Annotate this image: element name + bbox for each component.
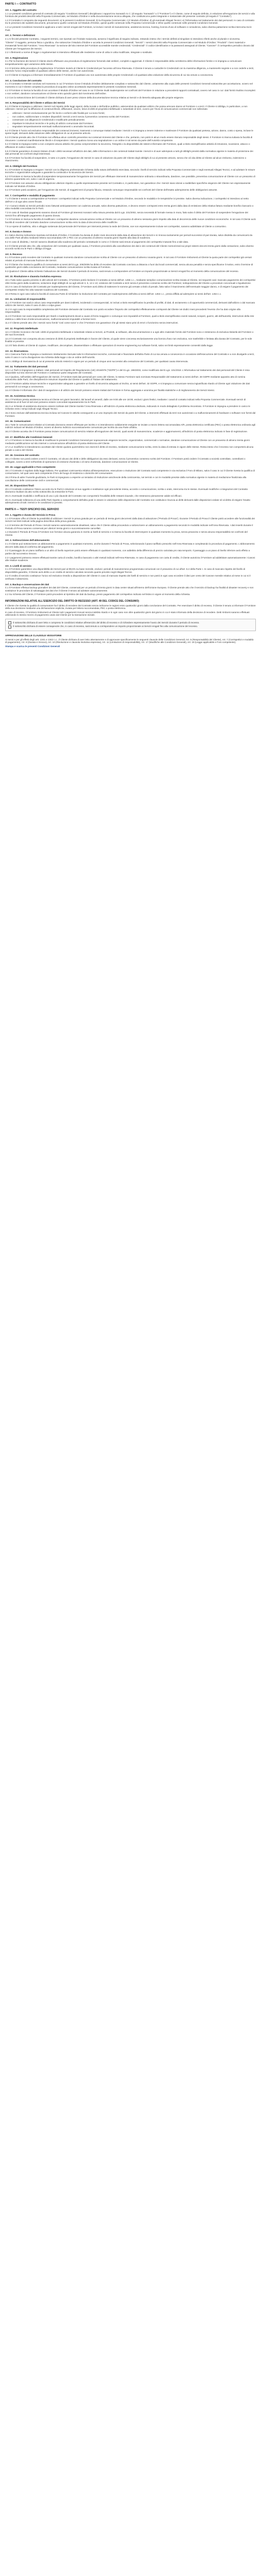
article-paragraph: 18.1 Il Cliente non potrà cedere a terzi il Contratto, né alcuno dei diritti e delle obbligazioni da esso derivanti, senza il preventivo consenso scritto del Fornitore. Il Fornitore potrà cedere il Contratto a società controllate, controllanti o collegate, ovvero a terzi nell'ambito di operazioni di cessione d'azienda o di ramo d'azienda, dandone comunicazione al Cliente.: [5, 457, 246, 463]
article-paragraph: 13.2 L'obbligo di riservatezza di cui al presente articolo resterà in vigore per un periodo di cinque anni successivi alla cessazione del Contratto, per qualsiasi causa intervenuta.: [5, 360, 188, 363]
document-title: PARTE I — CONTRATTO: [5, 3, 37, 6]
part2-article-title: Art. 3. Livelli di servizio: [5, 564, 32, 567]
articles-container: [5, 9, 256, 504]
article-2: [5, 34, 256, 54]
article-paragraph: 2.2 I riferimenti a norme di legge o regolamentari si intendono effettuati alle medesime come di volta in volta modificate, integrate o sostituite.: [5, 51, 153, 54]
article-paragraph: 9.1 Il Fornitore potrà recedere dal Contratto in qualsiasi momento dandone comunicazione scritta al Cliente con un preavviso di almeno novanta giorni. In tal caso il Fornitore rimborserà al Cliente la quota parte dei corrispettivi già versati relativi al periodo di mancata fruizione dei Servizi.: [5, 256, 252, 262]
notice-paragraph: Il Cliente che rivesta la qualità di consumatore ha il diritto di recedere dal Contratto senza indicarne le ragioni entro quattordici giorni dalla conclusione del Contratto. Per esercitare il diritto di recesso, il Cliente è tenuto a informare il Fornitore della sua decisione mediante una dichiarazione esplicita, inviata per lettera raccomandata, PEC o posta elettronica.: [5, 604, 256, 610]
checkbox-icon[interactable]: [8, 621, 11, 624]
article-14: [5, 365, 256, 392]
part2-article-title: Art. 2. Sottoscrizione dell'abbonamento: [5, 539, 50, 542]
bullet-item: • utilizzare i Servizi esclusivamente per fini leciti e conformi alle finalità per cui sono forniti;: [12, 112, 256, 115]
bullet-item: • segnalare tempestivamente eventuali malfunzionamenti o anomalie riscontrati.: [12, 125, 256, 128]
article-paragraph: 3.1 Per la fruizione dei Servizi il Cliente dovrà effettuare una procedura di registrazione fornendo dati veritieri, completi e aggiornati. Il Cliente è responsabile della correttezza delle informazioni fornite e si impegna a comunicare tempestivamente ogni variazione delle stesse.: [5, 60, 242, 65]
article-title: Art. 2. Termini e definizioni: [5, 34, 36, 37]
article-title: Art. 11. Limitazioni di responsabilità: [5, 298, 46, 301]
article-title: Art. 14. Trattamento dei dati personali: [5, 365, 48, 368]
part2-paragraph: 1.1 Il Fornitore offre al Cliente la possibilità di utilizzare i Servizi in prova gratuita per un periodo di trenta giorni decorrenti dalla data di attivazione ("Periodo di Prova"). Durante il Periodo di Prova il Cliente potrà accedere alle funzionalità dei Servizi nei limiti indicati nella pagina descrittiva della prova gratuita.: [5, 517, 255, 523]
article-title: Art. 19. Legge applicabile e Foro competente: [5, 466, 56, 469]
article-15: [5, 395, 256, 417]
article-paragraph: 4.1 Il Contratto si intende concluso nel momento in cui il Fornitore riceve il Modulo d'Ordine debitamente compilato e sottoscritto dal Cliente, unitamente alla copia delle presenti Condizioni Generali sottoscritte per accettazione, ovvero nel momento in cui il Cliente completa la procedura di acquisto online accettando espressamente le presenti Condizioni Generali.: [5, 82, 253, 88]
article-6: [5, 165, 256, 192]
consumer-notice-title: INFORMAZIONI RELATIVE ALL'ESERCIZIO DEL DIRITTO DI RECESSO (ART. 49 DEL CODICE DEL CONSUMO): [5, 599, 140, 603]
part2-paragraph: 2.3 I pagamenti potranno essere effettuati tramite carta di credito, bonifico bancario o altri metodi indicati nell'Area Riservata. In caso di pagamento con carta di credito, il Cliente autorizza il Fornitore ad addebitare automaticamente i Canoni alle relative scadenze.: [5, 556, 255, 562]
article-paragraph: 7.1 Il Cliente è tenuto a corrispondere al Fornitore i corrispettivi indicati nella Proposta Commerciale e nel Modulo d'Ordine, secondo le modalità e le tempistiche ivi previste. Salvo diversa indicazione, i corrispettivi si intendono al netto dell'IVA e di ogni altro onere fiscale.: [5, 197, 249, 203]
part2-paragraph: 2.2 Il passaggio da un piano tariffario a un altro di livello superiore potrà essere effettuato in qualsiasi momento, con addebito della differenza di prezzo calcolata pro rata temporis. Il passaggio a un piano di livello inferiore avrà effetto a partire dal successivo rinnovo.: [5, 549, 250, 555]
article-paragraph: 11.1 Il Fornitore non sarà in alcun caso responsabile per danni indiretti, incidentali o consequenziali, ivi inclusi a titolo esemplificativo la perdita di profitti, di dati, di avviamento o di opportunità commerciali, derivanti dall'utilizzo o dal mancato utilizzo dei Servizi, salvo il caso di dolo o colpa grave.: [5, 301, 255, 307]
article-paragraph: 6.1 Il Fornitore si impegna a erogare i Servizi con la diligenza professionale richiesta dalla natura dell'attività esercitata, secondo i livelli di servizio indicati nella Proposta Commerciale e negli eventuali Allegati Tecnici, e ad adottare le misure tecniche e organizzative adeguate a garantire la continuità e la sicurezza dei Servizi.: [5, 168, 255, 174]
article-paragraph: 9.3 Qualora il Cliente abbia richiesto l'attivazione dei Servizi durante il periodo di recesso, sarà tenuto a corrispondere al Fornitore un importo proporzionale ai Servizi erogati fino al momento della comunicazione del recesso.: [5, 269, 239, 273]
article-paragraph: 10.3 Resta in ogni caso salva la facoltà di ciascuna Parte di richiedere la risoluzione del Contratto per inadempimento dell'altra ai sensi dell'art. 1453 c.c., previa diffida ad adempiere ai sensi dell'art. 1454 c.c.: [5, 292, 222, 295]
article-title: Art. 9. Recesso: [5, 252, 23, 256]
article-paragraph: 5.5 Il Cliente garantisce di essere titolare di tutti i diritti necessari all'utilizzo dei dati, delle informazioni e dei contenuti trattati tramite i Servizi e di aver adempiuto a tutti gli obblighi previsti dalla normativa vigente in materia di protezione dei dati personali nei confronti degli interessati.: [5, 149, 253, 156]
consumer-notice-paragraphs: [5, 604, 256, 617]
article-13: [5, 350, 256, 363]
article-title: Art. 4. Conclusione del contratto: [5, 79, 42, 82]
article-paragraph: 8.3 Il Cliente prende atto che, alla cessazione del Contratto per qualsiasi causa, il Fornitore procederà alla cancellazione dei dati e dei contenuti del Cliente memorizzati sui propri sistemi decorsi trenta giorni dalla cessazione, salvo diverso accordo scritto tra le Parti o obbligo di legge.: [5, 244, 254, 250]
consumer-notice-checks: [5, 619, 256, 631]
article-paragraph: 6.4 Il Fornitore potrà avvalersi, per l'erogazione dei Servizi, di soggetti terzi di propria fiducia, restando comunque responsabile nei confronti del Cliente dell'esatto adempimento delle obbligazioni assunte.: [5, 189, 218, 192]
article-paragraph: 12.2 Il Contratto non comporta alcuna cessione di diritti di proprietà intellettuale in favore del Cliente, al quale viene concessa esclusivamente una licenza d'uso non esclusiva, non trasferibile e limitata alla durata del Contratto, per le sole finalità ivi previste.: [5, 337, 252, 343]
part-two-title: PARTE II — TESTI SPECIFICI DEL SERVIZIO: [5, 507, 59, 511]
article-paragraph: 14.4 Il Cliente è informato che i dati di navigazione e di utilizzo dei Servizi potranno essere trattati dal Fornitore in forma aggregata e anonima per finalità statistiche e di miglioramento dei Servizi stessi.: [5, 389, 215, 392]
notice-check-line: [8, 621, 253, 625]
article-18: [5, 454, 256, 463]
article-17: [5, 436, 256, 452]
article-paragraph: 20.2 L'eventuale invalidità o inefficacia di una o più clausole del Contratto non comporterà l'invalidità delle restanti clausole, che resteranno pienamente valide ed efficaci.: [5, 494, 182, 497]
article-paragraph: 1.1 Le presenti condizioni generali di contratto (di seguito "Condizioni Generali") disciplinano i rapporti tra Sorwatch S.r.l. (di seguito "Sorwatch" o il "Fornitore") e il Cliente, come di seguito definito, in relazione all'erogazione dei servizi e alla fornitura dei prodotti descritti nella Proposta Commerciale, nel Modulo d'Ordine e nella documentazione tecnica allegata, che costituiscono parte integrante e sostanziale del presente contratto (di seguito il "Contratto").: [5, 12, 255, 18]
article-paragraph: 9.2 Il Cliente che rivesta la qualifica di consumatore ai sensi del D.Lgs. 206/2005 ha diritto di recedere dal Contratto concluso a distanza o fuori dai locali commerciali, senza alcuna penalità e senza specificarne il motivo, entro il termine di quattordici giorni dalla conclusione del Contratto, mediante comunicazione scritta inviata al Fornitore.: [5, 263, 253, 269]
article-paragraph: 11.2 In ogni caso la responsabilità complessiva del Fornitore derivante dal Contratto non potrà eccedere l'importo dei corrispettivi effettivamente corrisposti dal Cliente nei dodici mesi precedenti l'evento che ha dato origine alla responsabilità.: [5, 308, 241, 314]
consumer-notice: [5, 600, 256, 631]
article-title: Art. 13. Riservatezza: [5, 349, 28, 352]
part2-paragraph: 4.1 Il Fornitore effettua backup giornalieri dei dati del Cliente, conservati per un periodo di trenta giorni in data center situati all'interno dell'Unione Europea. Il Cliente prende atto che il servizio di backup ha finalità di disaster recovery e non sostituisce le procedure di salvataggio dei dati che il Cliente è tenuto ad adottare autonomamente.: [5, 586, 254, 592]
article-paragraph: 5.2 Il Cliente è l'unico ed esclusivo responsabile dei contenuti immessi, trasmessi o comunque trattati mediante i Servizi e si impegna a tenere indenne e manlevare il Fornitore da qualsiasi pretesa, azione, danno, costo o spesa, incluse le spese legali, derivanti dalla violazione delle obbligazioni di cui al presente articolo.: [5, 129, 253, 135]
article-11: [5, 298, 256, 325]
article-5: [5, 101, 256, 162]
part2-paragraph: 2.1 Il Cliente può sottoscrivere un abbonamento a pagamento in qualsiasi momento, anche durante il Periodo di Prova, selezionando il piano tariffario prescelto nell'Area Riservata e completando la procedura di pagamento. L'abbonamento decorre dalla data di conferma del pagamento.: [5, 543, 255, 548]
article-paragraph: 19.1 Il Contratto è regolato dalla legge italiana. Per qualsiasi controversia relativa all'interpretazione, esecuzione o risoluzione del Contratto sarà competente in via esclusiva il Foro di Milano, salvo il caso in cui il Cliente rivesta la qualifica di consumatore, nel qual caso sarà competente il foro del luogo di residenza o domicilio del consumatore.: [5, 469, 255, 475]
part-two-container: [5, 514, 256, 596]
article-paragraph: 8.1 Salvo diversa indicazione riportata nel Modulo d'Ordine, il Contratto ha durata di dodici mesi decorrenti dalla data di attivazione dei Servizi e si rinnova tacitamente per periodi successivi di pari durata, salvo disdetta da comunicarsi da una delle Parti all'altra mediante lettera raccomandata A/R o PEC con un preavviso di almeno novanta giorni rispetto alla data di scadenza.: [5, 233, 253, 240]
article-16: [5, 420, 256, 433]
article-paragraph: 20.3 L'eventuale tolleranza di una delle Parti rispetto a comportamenti dell'altra posti in essere in violazione delle disposizioni del Contratto non costituisce rinuncia ai diritti derivanti dalle disposizioni violate né al diritto di esigere l'esatto adempimento di tutti i termini e le condizioni ivi previsti.: [5, 498, 251, 504]
bullet-item: • rispettare le istruzioni tecniche e le policy di utilizzo comunicate dal Fornitore;: [12, 122, 256, 125]
article-title: Art. 5. Responsabilità del Cliente e utilizzo dei Servizi: [5, 101, 65, 105]
article-10: [5, 275, 256, 295]
notice-check-label: Il sottoscritto dichiara di aver letto e compreso le condizioni relative all'esercizio del diritto di recesso e di richiedere espressamente l'avvio dei Servizi durante il periodo di recesso.: [13, 621, 200, 624]
notice-paragraph: In caso di recesso, il Fornitore rimborserà al Cliente tutti i pagamenti ricevuti senza indebito ritardo e in ogni caso non oltre quattordici giorni dal giorno in cui è stato informato della decisione di recedere. Detti rimborsi saranno effettuati utilizzando lo stesso mezzo di pagamento usato dal Cliente per la transazione iniziale.: [5, 611, 250, 617]
article-paragraph: 5.6 Il Fornitore ha facoltà di sospendere, in tutto o in parte, l'erogazione dei Servizi in caso di violazione da parte del Cliente degli obblighi di cui al presente articolo, senza che ciò dia diritto al Cliente ad alcun rimborso, indennizzo o risarcimento.: [5, 156, 247, 162]
part2-article-4: [5, 583, 256, 596]
article-paragraph: 7.3 In caso di ritardato pagamento saranno dovuti al Fornitore gli interessi moratori nella misura prevista dal D.Lgs. 231/2002, senza necessità di formale messa in mora, fatto salvo il diritto del Fornitore di sospendere l'erogazione dei Servizi fino all'integrale pagamento di quanto dovuto.: [5, 211, 248, 217]
article-paragraph: 16.1 Tutte le comunicazioni relative al Contratto dovranno essere effettuate per iscritto e si intenderanno validamente eseguite se inviate a mezzo lettera raccomandata A/R, posta elettronica certificata (PEC) o posta elettronica ordinaria agli indirizzi indicati nel Modulo d'Ordine, ovvero al diverso indirizzo successivamente comunicato per iscritto da una Parte all'altra.: [5, 423, 256, 429]
article-paragraph: 10.1 Fatto salvo quanto previsto in altri articoli del Contratto, il Fornitore potrà risolvere il Contratto ai sensi dell'art. 1456 c.c., mediante semplice comunicazione scritta inviata al Cliente, nei seguenti casi: mancato pagamento dei corrispettivi oltre trenta giorni dalla scadenza; violazione degli obblighi di cui agli articoli 3, 5, 12 e 13; cessione del Contratto a terzi senza il preventivo consenso scritto del Fornitore; sottoposizione del Cliente a procedure concorsuali o liquidazione.: [5, 278, 256, 284]
part2-article-title: Art. 4. Backup e conservazione dei dati: [5, 583, 49, 586]
article-title: Art. 1. Oggetto del contratto: [5, 9, 37, 11]
article-paragraph: 4.2 Il Fornitore si riserva la facoltà di non accettare il Modulo d'Ordine nel caso in cui il Cliente risulti inadempiente nei confronti del Fornitore in relazione a precedenti rapporti contrattuali, ovvero nel caso in cui i dati forniti risultino incompleti o non veritieri, dandone comunicazione al Cliente entro quindici giorni dal ricevimento dell'ordine.: [5, 89, 255, 95]
article-title: Art. 7. Corrispettivi e modalità di pagamento: [5, 194, 55, 197]
article-paragraph: 5.3 Il Cliente prende atto che il Fornitore non effettua alcun controllo preventivo sui contenuti immessi dal Cliente e che, pertanto, non potrà in alcun modo essere ritenuto responsabile degli stessi. Il Fornitore si riserva tuttavia la facoltà di rimuovere i contenuti manifestamente illeciti e di sospendere i Servizi qualora riceva una segnalazione o un ordine in tal senso da parte dell'Autorità competente.: [5, 136, 253, 142]
article-paragraph: 17.1 Il Fornitore si riserva la facoltà di modificare le presenti Condizioni Generali per sopravvenute esigenze tecniche, organizzative, commerciali o normative, dandone comunicazione al Cliente con un preavviso di almeno trenta giorni mediante pubblicazione sul sito internet o comunicazione all'indirizzo di posta elettronica del Cliente.: [5, 439, 250, 445]
part2-paragraph: 3.2 Il credito di servizio costituisce l'unico ed esclusivo rimedio a disposizione del Cliente in caso di mancato rispetto dei livelli di servizio e non potrà in ogni caso eccedere il dieci per cento del Canone mensile relativo al mese in cui si è verificato il disservizio.: [5, 574, 251, 581]
article-paragraph: 1.3 Le presenti Condizioni Generali si applicano a tutti i servizi erogati dal Fornitore, ivi inclusi i servizi di manutenzione, assistenza tecnica, hosting, licenza d'uso di software e consulenza, salvo diversa pattuizione scritta intercorsa tra le Parti.: [5, 26, 252, 31]
article-3: [5, 57, 256, 77]
checkbox-icon[interactable]: [8, 625, 11, 629]
article-12: [5, 327, 256, 347]
part2-paragraph: 1.3 Durante il Periodo di Prova il Fornitore non fornisce alcuna garanzia in merito ai livelli di servizio e si riserva la facoltà di interrompere in qualsiasi momento la prova, senza preavviso e senza alcuna responsabilità nei confronti del Cliente.: [5, 531, 248, 536]
print-download-link[interactable]: Stampa e scarica le presenti Condizioni Generali: [5, 645, 60, 648]
article-4: [5, 79, 256, 99]
article-20: [5, 484, 256, 504]
article-paragraph: 1.2 Il Contratto è composto dai seguenti documenti: a) le presenti Condizioni Generali; b) la Proposta Commerciale; c) il Modulo d'Ordine; d) gli eventuali Allegati Tecnici; e) l'informativa sul trattamento dei dati personali. In caso di contrasto tra le previsioni dei suddetti documenti, prevarranno quelle contenute nel Modulo d'Ordine, quindi quelle contenute nella Proposta Commerciale e infine quelle contenute nelle presenti Condizioni Generali.: [5, 19, 255, 25]
article-paragraph: 11.3 Il Fornitore non sarà responsabile per ritardi o inadempimenti dovuti a cause di forza maggiore o comunque non imputabili al Fornitore, quali a titolo esemplificativo eventi naturali, scioperi, guerre, atti dell'autorità, interruzioni della rete elettrica o delle linee di telecomunicazione, malfunzionamenti imputabili a fornitori terzi.: [5, 315, 254, 320]
article-title: Art. 10. Risoluzione e clausola risolutiva espressa: [5, 275, 62, 278]
part2-paragraph: 3.1 Il Fornitore garantisce una disponibilità dei Servizi pari al 99,5% su base mensile, esclusi i periodi di manutenzione programmata comunicati con il preavviso di cui all'art. 6.2 della Parte I. In caso di mancato rispetto del livello di disponibilità garantito, il Cliente avrà diritto a un credito di servizio calcolato secondo quanto previsto negli Allegati Tecnici.: [5, 568, 246, 573]
approval-text: Ai sensi e per gli effetti degli artt. 1341 e 1342 c.c., il Cliente dichiara di aver letto attentamente e di approvare specificamente le seguenti clausole delle Condizioni Generali: Art. 5 (Responsabilità del Cliente), Art. 7 (Corrispettivi e modalità di pagamento), Art. 8 (Durata e rinnovo), Art. 10 (Risoluzione e clausola risolutiva espressa), Art. 11 (Limitazioni di responsabilità), Art. 17 (Modifiche alle Condizioni Generali), Art. 19 (Legge applicabile e Foro competente).: [5, 638, 254, 644]
article-paragraph: 14.3 Il Fornitore adotta misure tecniche e organizzative adeguate a garantire un livello di sicurezza adeguato al rischio, ai sensi dell'art. 32 GDPR, e si impegna a comunicare senza ingiustificato ritardo al Cliente ogni violazione dei dati personali di cui venga a conoscenza.: [5, 382, 250, 388]
article-19: [5, 466, 256, 482]
article-paragraph: 14.1 Le Parti si impegnano a trattare i dati personali nel rispetto del Regolamento (UE) 2016/679 ("GDPR") e del D.Lgs. 196/2003, come modificato dal D.Lgs. 101/2018. L'informativa sul trattamento dei dati personali del Cliente è resa disponibile sul sito internet del Fornitore e costituisce parte integrante del Contratto.: [5, 368, 250, 375]
article-paragraph: 3.3 Il Cliente si impegna a informare immediatamente il Fornitore di qualsiasi uso non autorizzato delle proprie Credenziali o di qualsiasi altra violazione della sicurezza di cui sia venuto a conoscenza.: [5, 73, 214, 76]
article-paragraph: 19.2 Prima di adire l'Autorità giudiziaria, le Parti si impegnano a esperire un tentativo di risoluzione amichevole della controversia, nei termini e con le modalità previste dalla normativa vigente in materia di mediazione finalizzata alla conciliazione delle controversie civili e commerciali.: [5, 476, 247, 482]
approval-title: APPROVAZIONE DELLE CLAUSOLE VESSATORIE: [5, 634, 62, 637]
article-1: [5, 9, 256, 31]
contract-document: [0, 0, 261, 648]
article-paragraph: 15.1 Il Fornitore presta assistenza tecnica al Cliente nei giorni lavorativi, dal lunedì al venerdì, dalle ore 9:00 alle ore 18:00, esclusi i giorni festivi, mediante i canali di contatto indicati nella Proposta Commerciale. Eventuali servizi di assistenza al di fuori di tali orari potranno essere concordati separatamente tra le Parti.: [5, 398, 246, 404]
article-paragraph: 4.3 Con la sottoscrizione del Contratto il Cliente dichiara di aver preso visione della documentazione tecnica relativa ai Servizi e di ritenerla adeguata alle proprie esigenze.: [5, 96, 184, 99]
article-paragraph: 7.4 Il Fornitore si riserva la facoltà di modificare i corrispettivi dandone comunicazione scritta al Cliente con un preavviso di almeno sessanta giorni rispetto alla data di decorrenza delle nuove condizioni economiche. In tal caso il Cliente avrà facoltà di recedere dal Contratto dandone comunicazione scritta entro la data di decorrenza delle modifiche.: [5, 218, 256, 224]
article-paragraph: 8.2 In caso di disdetta, i Servizi saranno disattivati alla scadenza del periodo contrattuale in corso e il Cliente sarà tenuto al pagamento dei corrispettivi maturati fino a tale data.: [5, 240, 189, 243]
article-paragraph: 17.2 Le modifiche si intenderanno accettate dal Cliente qualora quest'ultimo non eserciti il diritto di recesso, mediante comunicazione scritta, entro la data di entrata in vigore delle stesse. Resta inteso che il recesso non comporterà alcuna penale a carico del Cliente.: [5, 446, 254, 451]
part2-article-2: [5, 539, 256, 562]
article-paragraph: 10.2 In caso di risoluzione del Contratto per inadempimento del Cliente, il Fornitore avrà diritto di trattenere le somme già versate a titolo di penale, fatto salvo il risarcimento dell'eventuale maggior danno, e di esigere il pagamento dei corrispettivi residui fino alla naturale scadenza del Contratto.: [5, 285, 249, 291]
article-paragraph: 12.1 Il Cliente riconosce che tutti i diritti di proprietà intellettuale e industriale relativi ai Servizi, ai Prodotti, ai software, alla documentazione e a ogni altro materiale fornito dal Fornitore sono e resteranno di esclusiva titolarità del Fornitore o dei suoi licenzianti.: [5, 330, 254, 336]
article-bullet-list: [5, 112, 256, 128]
notice-check-label: Il sottoscritto dichiara di essere consapevole che, in caso di recesso, sarà tenuto a corrispondere un importo proporzionale ai Servizi erogati fino alla comunicazione del recesso.: [13, 625, 198, 628]
article-paragraph: 2.1 Ai fini del presente Contratto, i seguenti termini, ove riportati con l'iniziale maiuscola, avranno il significato di seguito indicato, restando inteso che i termini definiti al singolare si intendono riferiti anche al plurale e viceversa.: [5, 37, 240, 40]
part2-article-title: Art. 1. Oggetto e durata del Servizio in Prova: [5, 514, 56, 517]
bullet-item: • non cedere, sublicenziare o rendere disponibili i Servizi a terzi senza il preventivo consenso scritto del Fornitore;: [12, 115, 256, 118]
article-paragraph: 6.2 Il Fornitore si riserva la facoltà di sospendere temporaneamente l'erogazione dei Servizi per effettuare interventi di manutenzione ordinaria o straordinaria, dandone, ove possibile, preventiva comunicazione al Cliente con un preavviso di almeno quarantotto ore, salvo i casi di urgenza.: [5, 175, 255, 181]
article-paragraph: 5.1 Il Cliente si impegna a utilizzare i Servizi nel rispetto delle leggi vigenti, della morale e dell'ordine pubblico, astenendosi da qualsiasi utilizzo che possa arrecare danno al Fornitore o a terzi. Il Cliente si obbliga, in particolare, a non utilizzare i Servizi per la diffusione di contenuti illeciti, diffamatori, osceni, lesivi di diritti di proprietà intellettuale o industriale di terzi, ovvero per l'invio di comunicazioni commerciali non sollecitate.: [5, 105, 248, 111]
article-paragraph: 7.2 I Canoni relativi ai Servizi periodici sono fatturati anticipatamente con cadenza annuale, salvo diversa pattuizione, e devono essere corrisposti entro trenta giorni dalla data di emissione della relativa fattura mediante bonifico bancario o altra modalità concordata tra le Parti.: [5, 204, 254, 210]
article-paragraph: 11.4 Il Cliente prende atto che i Servizi sono forniti "così come sono" e che il Fornitore non garantisce che gli stessi siano privi di errori o funzionino senza interruzioni.: [5, 321, 179, 325]
bullet-item: • conservare con diligenza le Credenziali e modificarle periodicamente;: [12, 118, 256, 122]
article-9: [5, 253, 256, 273]
article-paragraph: 12.3 È fatto divieto al Cliente di copiare, modificare, decompilare, disassemblare o effettuare operazioni di reverse engineering sui software forniti, salvo nei limiti espressamente consentiti dalla legge.: [5, 344, 214, 347]
article-paragraph: 15.3 Sono escluse dall'assistenza tecnica inclusa nel Canone le attività conseguenti a un uso improprio dei Servizi da parte del Cliente, a interventi effettuati da terzi non autorizzati o a malfunzionamenti di hardware o software non forniti dal Fornitore.: [5, 412, 256, 417]
article-title: Art. 17. Modifiche alle Condizioni Generali: [5, 435, 53, 438]
part2-article-1: [5, 514, 256, 536]
article-title: Art. 18. Cessione del contratto: [5, 454, 40, 457]
article-paragraph: 7.5 Le spese di trasferta, vitto e alloggio sostenute dal personale del Fornitore per interventi presso la sede del Cliente, ove non espressamente incluse nei corrispettivi, saranno addebitate al Cliente a consuntivo.: [5, 225, 227, 228]
article-paragraph: 20.1 Il Contratto costituisce l'intero accordo tra le Parti in relazione al suo oggetto e sostituisce ogni precedente intesa, accordo o comunicazione, scritta o orale, intercorsa tra le stesse. Eventuali modifiche o integrazioni del Contratto dovranno risultare da atto scritto sottoscritto da entrambe le Parti.: [5, 487, 248, 494]
article-paragraph: 3.2 Al termine della procedura di registrazione il Fornitore invierà al Cliente le Credenziali per l'accesso all'Area Riservata. Il Cliente è tenuto a custodire le Credenziali con la massima diligenza, a mantenerle segrete e a non cederle a terzi, essendo l'unico responsabile di qualsiasi utilizzo delle stesse, anche non autorizzato.: [5, 66, 254, 73]
part2-paragraph: 1.2 Al termine del Periodo di Prova i Servizi saranno automaticamente disattivati, salvo che il Cliente abbia provveduto a sottoscrivere un abbonamento a pagamento secondo le modalità indicate nell'Area Riservata. I dati inseriti durante il Periodo di Prova saranno conservati per ulteriori trenta giorni e successivamente cancellati.: [5, 524, 253, 530]
part2-paragraph: 4.2 Su richiesta del Cliente, il Fornitore potrà procedere al ripristino dei dati da backup, previo pagamento del corrispettivo indicato nel listino in vigore al momento della richiesta.: [5, 593, 190, 596]
article-8: [5, 230, 256, 250]
article-title: Art. 15. Assistenza tecnica: [5, 394, 35, 397]
article-paragraph: 5.4 Il Cliente si impegna inoltre a non compiere alcuna attività che possa compromettere la sicurezza, l'integrità o la disponibilità dei sistemi informatici del Fornitore, quali a titolo esemplificativo attività di intrusione, scansione, attacco o diffusione di codice malevolo.: [5, 143, 250, 148]
article-paragraph: 15.2 Le richieste di assistenza dovranno essere inoltrate dal Cliente tramite l'Area Riservata o all'indirizzo di posta elettronica dedicato, indicando in modo dettagliato il problema riscontrato. Il Fornitore si impegna a prendere in carico le richieste entro i tempi indicati negli Allegati Tecnici.: [5, 404, 250, 411]
article-title: Art. 6. Obblighi del Fornitore: [5, 164, 38, 167]
notice-check-line: [8, 625, 253, 629]
article-title: Art. 16. Comunicazioni: [5, 420, 31, 423]
article-title: Art. 12. Proprietà intellettuale: [5, 327, 38, 330]
article-paragraph: 14.2 Qualora, nell'ambito dell'erogazione dei Servizi, il Fornitore tratti dati personali per conto del Cliente, lo stesso Fornitore sarà nominato Responsabile del trattamento ai sensi dell'art. 28 GDPR mediante apposito atto di nomina sottoscritto dalle Parti, che disciplinerà le istruzioni impartite dal Cliente in qualità di Titolare del trattamento.: [5, 375, 246, 381]
article-title: Art. 20. Disposizioni finali: [5, 484, 34, 487]
article-paragraph: 16.2 Il Cliente accetta che il Fornitore possa inviare comunicazioni di servizio relative all'erogazione dei Servizi, quali avvisi di manutenzione, scadenze e aggiornamenti, all'indirizzo di posta elettronica indicato in fase di registrazione.: [5, 430, 248, 433]
approval-section: [5, 634, 256, 648]
article-title: Art. 3. Registrazione: [5, 56, 28, 59]
article-7: [5, 194, 256, 228]
article-paragraph: 6.3 Il Fornitore non assume alcuna obbligazione ulteriore rispetto a quelle espressamente previste nel Contratto e, in particolare, non garantisce che i Servizi siano idonei a soddisfare specifiche esigenze del Cliente non espressamente indicate nel Modulo d'Ordine.: [5, 182, 251, 188]
part2-article-3: [5, 565, 256, 581]
article-title: Art. 8. Durata e rinnovo: [5, 230, 31, 233]
article-paragraph: "Cliente": il soggetto, persona fisica o giuridica, che sottoscrive il Modulo d'Ordine e accetta le presenti Condizioni Generali; "Servizi": i servizi descritti nella Proposta Commerciale e nel Modulo d'Ordine; "Prodotti": i beni materiali e immateriali forniti dal Fornitore; "Area Riservata": la sezione del sito internet del Fornitore accessibile tramite credenziali; "Credenziali": il codice identificativo e la password assegnati al Cliente; "Canone": il corrispettivo periodico dovuto dal Cliente per l'erogazione dei Servizi.: [5, 41, 254, 50]
article-paragraph: 13.1 Ciascuna Parte si impegna a mantenere strettamente riservate tutte le informazioni tecniche, commerciali e finanziarie dell'altra Parte di cui sia venuta a conoscenza in occasione dell'esecuzione del Contratto e a non divulgarle a terzi, salvo il caso in cui la divulgazione sia richiesta dalla legge o da un ordine dell'Autorità.: [5, 353, 255, 359]
